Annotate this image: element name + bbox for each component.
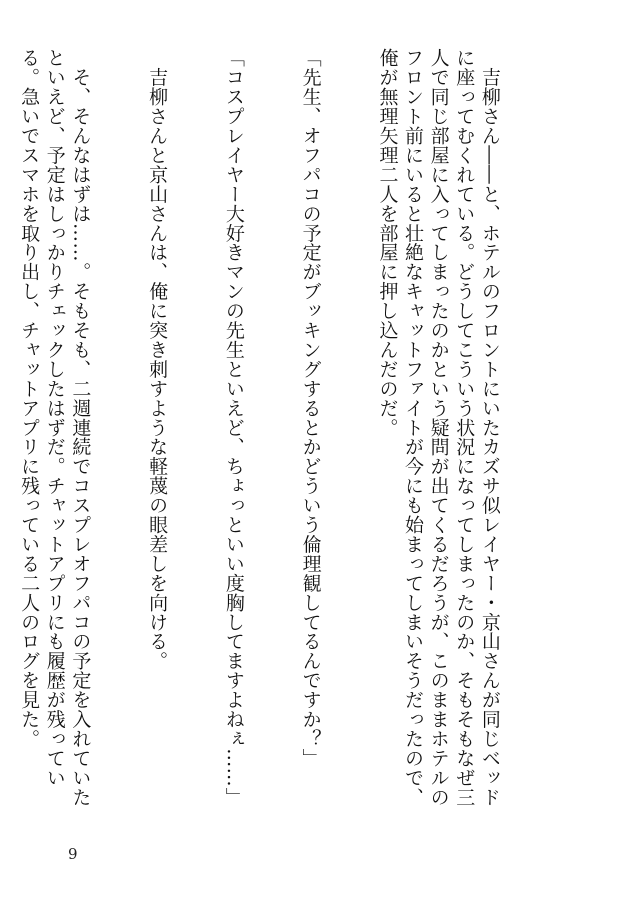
paragraph: 吉柳さんと京山さんは、俺に突き刺すような軽蔑の眼差しを向ける。 — [146, 48, 169, 671]
vertical-body-text — [18, 48, 553, 808]
paragraph: そ、そんなはずは……。そもそも、二週連続でコスプレオフパコの予定を入れていたといえど、予定はしっかりチェックしたはずだ。チャットアプリにも履歴が残っている。急いでスマホを取り出し、チャットアプリに残っている二人のログを見た。 — [18, 48, 92, 807]
paragraph: 吉柳さん――と、ホテルのフロントにいたカズサ似レイヤー・京山さんが同じベッドに座ってむくれている。どうしてこういう状況になってしまったのか、そもそもなぜ三人で同じ部屋に入ってしまったのかという疑問が出てくるだろうが、このままホテルのフロント前にいると壮絶なキャットファイトが今にも始まってしまいそうだったので、俺が無理矢理二人を部屋に押し込んだのだ。 — [376, 48, 501, 807]
paragraph: 「コスプレイヤー大好きマンの先生といえど、ちょっといい度胸してますよねぇ……」 — [222, 48, 245, 807]
page-number: 9 — [68, 845, 78, 863]
paragraph: 「先生、オフパコの予定がブッキングするとかどういう倫理観してるんですか？」 — [299, 48, 322, 768]
